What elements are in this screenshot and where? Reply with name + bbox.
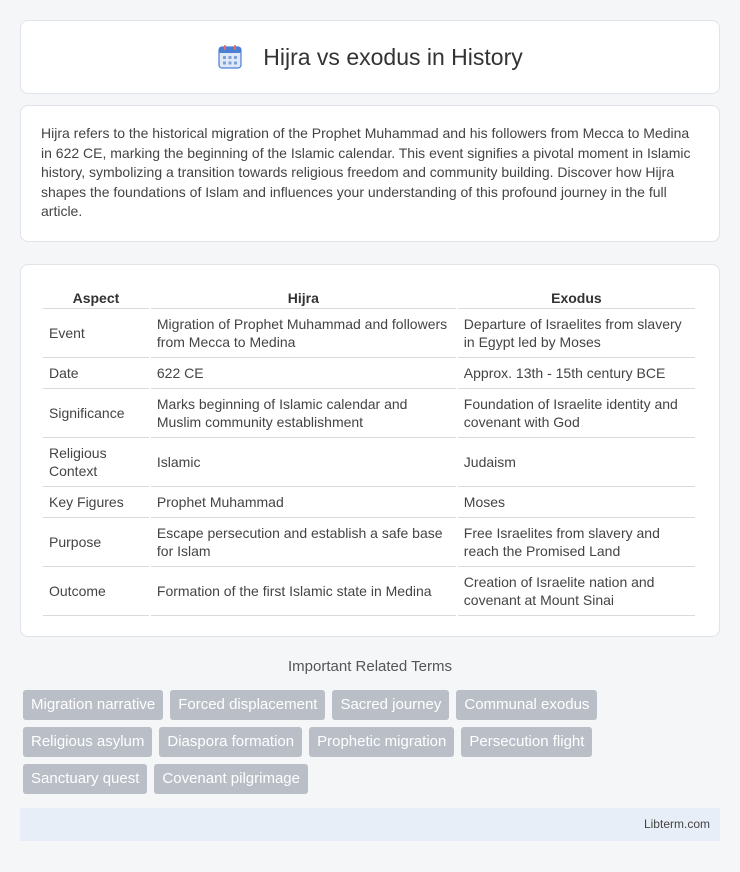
calendar-icon (217, 44, 243, 70)
cell-exodus: Departure of Israelites from slavery in Egypt led by Moses (458, 309, 695, 358)
footer (20, 808, 720, 841)
cell-aspect: Date (43, 358, 149, 389)
related-terms-title: Important Related Terms (288, 658, 452, 675)
tag-sanctuary-quest[interactable]: Sanctuary quest (23, 764, 147, 794)
comparison-table (41, 285, 697, 616)
cell-aspect: Event (43, 309, 149, 358)
cell-exodus: Judaism (458, 438, 695, 487)
tag-persecution-flight[interactable]: Persecution flight (461, 727, 592, 757)
tag-communal-exodus[interactable]: Communal exodus (456, 690, 597, 720)
cell-hijra: Marks beginning of Islamic calendar and Muslim community establishment (151, 389, 456, 438)
table-row (43, 309, 695, 358)
table-row (43, 487, 695, 518)
tag-diaspora-formation[interactable]: Diaspora formation (159, 727, 302, 757)
header-exodus: Exodus (458, 285, 695, 309)
footer-site-link[interactable]: Libterm.com (643, 817, 710, 831)
table-header-row (43, 285, 695, 309)
cell-aspect: Significance (43, 389, 149, 438)
cell-hijra: Migration of Prophet Muhammad and followers from Mecca to Medina (151, 309, 456, 358)
cell-aspect: Key Figures (43, 487, 149, 518)
table-row (43, 389, 695, 438)
tag-covenant-pilgrimage[interactable]: Covenant pilgrimage (154, 764, 308, 794)
tag-prophetic-migration[interactable]: Prophetic migration (309, 727, 454, 757)
cell-hijra: Formation of the first Islamic state in Medina (151, 567, 456, 616)
header-hijra: Hijra (151, 285, 456, 309)
cell-exodus: Foundation of Israelite identity and covenant with God (458, 389, 695, 438)
related-terms-list (23, 690, 723, 801)
cell-exodus: Approx. 13th - 15th century BCE (458, 358, 695, 389)
cell-aspect: Religious Context (43, 438, 149, 487)
cell-hijra: Islamic (151, 438, 456, 487)
table-row (43, 438, 695, 487)
cell-hijra: Prophet Muhammad (151, 487, 456, 518)
tag-migration-narrative[interactable]: Migration narrative (23, 690, 163, 720)
cell-hijra: 622 CE (151, 358, 456, 389)
table-row (43, 567, 695, 616)
table-row (43, 358, 695, 389)
tag-forced-displacement[interactable]: Forced displacement (170, 690, 325, 720)
tag-sacred-journey[interactable]: Sacred journey (332, 690, 449, 720)
cell-exodus: Moses (458, 487, 695, 518)
tag-row (23, 727, 723, 757)
cell-exodus: Creation of Israelite nation and covenant at Mount Sinai (458, 567, 695, 616)
cell-hijra: Escape persecution and establish a safe base for Islam (151, 518, 456, 567)
table-row (43, 518, 695, 567)
tag-row (23, 690, 723, 720)
header-aspect: Aspect (43, 285, 149, 309)
cell-aspect: Purpose (43, 518, 149, 567)
title-card (20, 20, 720, 94)
intro-card (20, 105, 720, 242)
cell-exodus: Free Israelites from slavery and reach the Promised Land (458, 518, 695, 567)
tag-religious-asylum[interactable]: Religious asylum (23, 727, 152, 757)
comparison-table-card (20, 264, 720, 637)
cell-aspect: Outcome (43, 567, 149, 616)
intro-paragraph: Hijra refers to the historical migration of the Prophet Muhammad and his followers from Mecca to Medina in 622 CE, marking the beginning of the Islamic calendar. This event signifies a pivotal moment in Islamic history, symbolizing a transition towards religious freedom and community building. Discover how Hijra shapes the foundations of Islam and influences your understanding of this profound journey in the full article. (41, 125, 691, 220)
tag-row (23, 764, 723, 794)
page-title: Hijra vs exodus in History (263, 43, 523, 70)
